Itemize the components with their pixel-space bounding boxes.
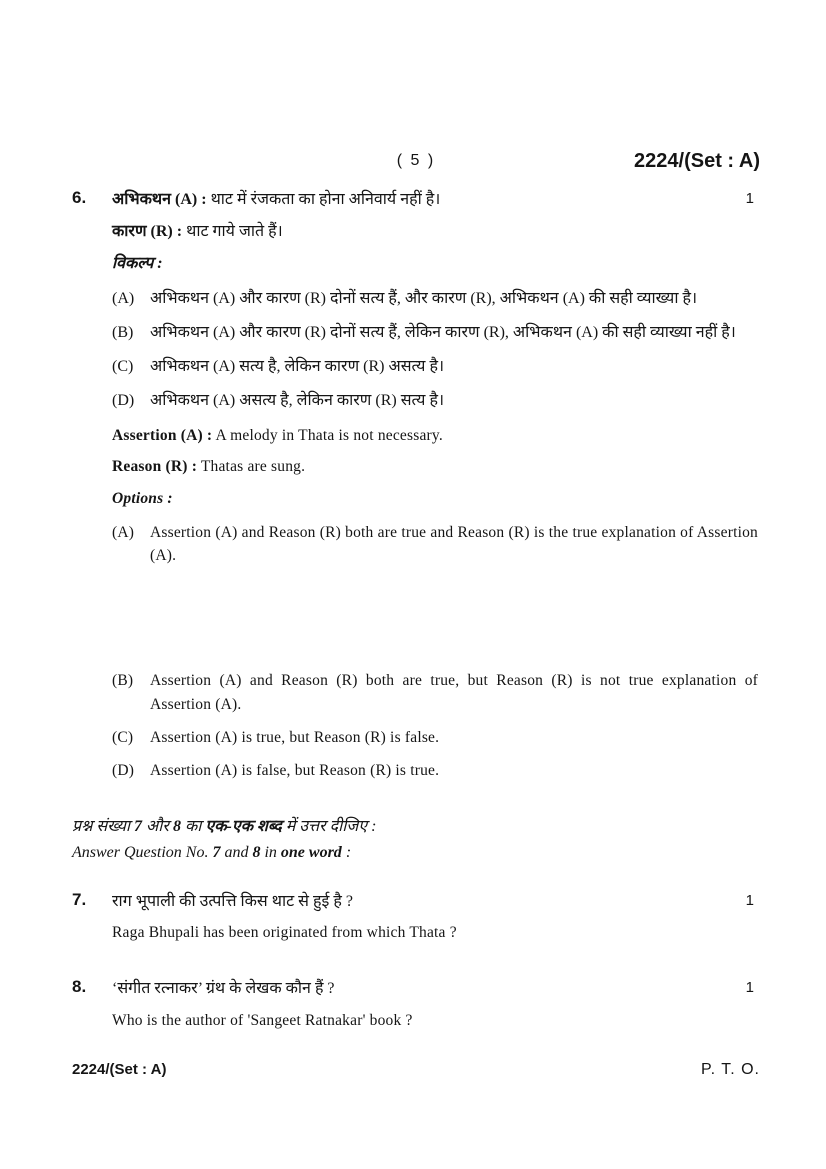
option-hindi-a	[112, 287, 760, 311]
option-letter: (A)	[112, 289, 135, 307]
option-english-c	[112, 726, 760, 749]
question-6	[72, 188, 760, 792]
option-hindi-d	[112, 389, 760, 413]
option-english-d	[112, 759, 760, 782]
option-text: अभिकथन (A) और कारण (R) दोनों सत्य हैं, लेकिन कारण (R), अभिकथन (A) की सही व्याख्या नहीं है।	[150, 323, 736, 341]
question-7-marks: 1	[745, 891, 754, 909]
assertion-hindi-text: थाट में रंजकता का होना अनिवार्य नहीं है।	[210, 191, 441, 208]
option-hindi-c	[112, 355, 760, 379]
reason-hindi-text: थाट गाये जाते हैं।	[186, 223, 283, 241]
question-6-marks: 1	[745, 190, 754, 207]
instruction-text: का	[180, 818, 206, 836]
question-8-hindi-text: ‘संगीत रत्नाकर’ ग्रंथ के लेखक कौन हैं ?	[112, 980, 335, 998]
instruction-bold: 7	[134, 818, 143, 836]
instruction-bold: 8	[172, 818, 181, 836]
reason-english-text: Thatas are sung.	[200, 458, 306, 476]
section-instruction	[72, 814, 760, 865]
question-8-hindi	[112, 977, 760, 1000]
instruction-bold: 7	[212, 844, 221, 862]
footer-pto: P. T. O.	[701, 1060, 760, 1078]
question-8-marks: 1	[745, 979, 754, 997]
option-letter: (D)	[112, 391, 135, 409]
option-text: Assertion (A) is false, but Reason (R) is true.	[150, 762, 440, 780]
instruction-text: प्रश्न संख्या	[72, 818, 135, 836]
page-header	[72, 150, 760, 184]
instruction-bold: one word	[280, 844, 342, 862]
instruction-bold: 8	[252, 844, 261, 862]
instruction-english	[72, 840, 760, 866]
option-text: Assertion (A) and Reason (R) both are true, but Reason (R) is not true explanation of Assertion (A).	[150, 672, 758, 713]
question-8-english-text: Who is the author of 'Sangeet Ratnakar' book ?	[112, 1011, 413, 1029]
instruction-text: and	[220, 844, 253, 862]
page-number: ( 5 )	[396, 152, 436, 169]
options-english-heading: Options :	[112, 489, 173, 507]
question-6-reason-english	[112, 456, 760, 478]
option-hindi-b	[112, 321, 760, 345]
option-letter: (B)	[112, 672, 134, 690]
paper-code-header: 2224/(Set : A)	[634, 150, 760, 172]
question-7-hindi-text: राग भूपाली की उत्पत्ति किस थाट से हुई है ?	[112, 892, 353, 910]
instruction-bold: एक-एक शब्द	[205, 818, 282, 836]
reason-hindi-label: कारण (R) :	[112, 223, 183, 241]
question-7-english-text: Raga Bhupali has been originated from which Thata ?	[112, 923, 457, 941]
question-6-number: 6.	[72, 188, 87, 207]
assertion-hindi-label: अभिकथन (A) :	[112, 191, 207, 208]
question-6-assertion-hindi	[112, 188, 760, 211]
options-hindi-heading: विकल्प :	[112, 255, 163, 273]
option-text: अभिकथन (A) और कारण (R) दोनों सत्य हैं, और कारण (R), अभिकथन (A) की सही व्याख्या है।	[150, 289, 698, 307]
question-8	[72, 977, 760, 1041]
question-6-assertion-english	[112, 425, 760, 447]
question-7	[72, 890, 760, 954]
question-8-number: 8.	[72, 977, 87, 997]
instruction-hindi	[72, 814, 760, 840]
question-7-number: 7.	[72, 889, 87, 909]
reason-english-label: Reason (R) :	[112, 458, 198, 476]
question-7-hindi	[112, 890, 760, 913]
option-english-a	[112, 521, 760, 568]
option-letter: (B)	[112, 323, 134, 341]
footer-paper-code: 2224/(Set : A)	[72, 1060, 167, 1078]
option-letter: (D)	[112, 762, 135, 780]
instruction-text: Answer Question No.	[72, 844, 213, 862]
option-letter: (C)	[112, 728, 134, 746]
option-text: अभिकथन (A) असत्य है, लेकिन कारण (R) सत्य है।	[150, 391, 445, 409]
instruction-text: और	[142, 818, 173, 836]
option-english-b	[112, 669, 760, 716]
assertion-english-text: A melody in Thata is not necessary.	[215, 426, 443, 444]
option-letter: (C)	[112, 357, 134, 375]
option-text: Assertion (A) is true, but Reason (R) is false.	[150, 728, 440, 746]
instruction-text: में उत्तर दीजिए :	[281, 818, 377, 836]
option-text: Assertion (A) and Reason (R) both are true and Reason (R) is the true explanation of Assertion (A).	[150, 523, 758, 565]
assertion-english-label: Assertion (A) :	[112, 426, 213, 444]
question-6-reason-hindi	[112, 220, 760, 243]
option-letter: (A)	[112, 523, 135, 541]
instruction-text: :	[341, 844, 352, 862]
option-text: अभिकथन (A) सत्य है, लेकिन कारण (R) असत्य है।	[150, 357, 445, 375]
instruction-text: in	[260, 844, 281, 862]
page-footer	[72, 1061, 760, 1085]
